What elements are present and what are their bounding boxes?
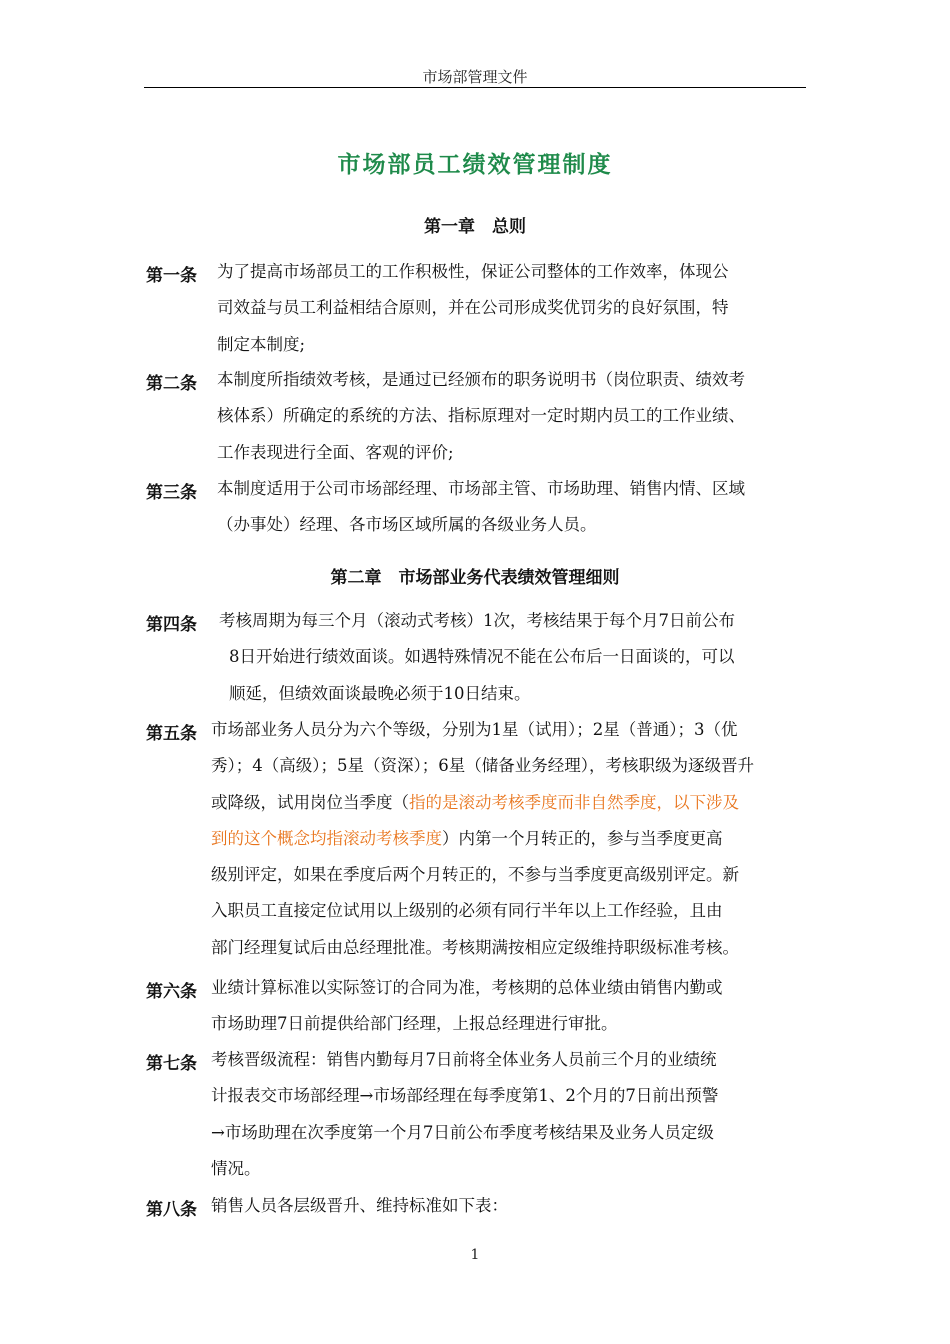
article-line: 制定本制度; bbox=[217, 334, 306, 354]
article-line: 考核晋级流程：销售内勤每月7日前将全体业务人员前三个月的业绩统 bbox=[211, 1050, 717, 1069]
article-line: 考核周期为每三个月（滚动式考核）1次，考核结果于每个月7日前公布 bbox=[219, 611, 735, 630]
document-title: 市场部员工绩效管理制度 bbox=[337, 151, 613, 178]
article-line: 业绩计算标准以实际签订的合同为准，考核期的总体业绩由销售内勤或 bbox=[211, 978, 723, 997]
article-line: 顺延，但绩效面谈最晚必须于10日结束。 bbox=[229, 683, 531, 703]
highlighted-note: 指的是滚动考核季度而非自然季度，以下涉及 bbox=[409, 792, 739, 812]
article-line: 销售人员各层级晋升、维持标准如下表： bbox=[211, 1196, 508, 1215]
article-body bbox=[217, 471, 814, 544]
article-body bbox=[217, 362, 814, 471]
article-line: 为了提高市场部员工的工作积极性，保证公司整体的工作效率，体现公 bbox=[217, 262, 729, 281]
article-text: 或降级，试用岗位当季度（ bbox=[211, 792, 409, 812]
article-text: ）内第一个月转正的，参与当季度更高 bbox=[442, 828, 723, 848]
highlighted-note: 到的这个概念均指滚动考核季度 bbox=[211, 828, 442, 848]
article-line: 入职员工直接定位试用以上级别的必须有同行半年以上工作经验，且由 bbox=[211, 901, 723, 921]
article-label: 第二条 bbox=[146, 374, 197, 394]
page-number: 1 bbox=[470, 1247, 480, 1263]
article-line: 级别评定，如果在季度后两个月转正的，不参与当季度更高级别评定。新 bbox=[211, 865, 739, 885]
article-body bbox=[217, 254, 814, 363]
chapter-heading-1: 第一章 总则 bbox=[424, 217, 526, 237]
article-body bbox=[211, 712, 814, 966]
article-8 bbox=[146, 1188, 814, 1224]
article-label: 第一条 bbox=[146, 266, 197, 286]
article-line: 市场部业务人员分为六个等级，分别为1星（试用）；2星（普通）；3（优 bbox=[211, 720, 738, 739]
header-rule bbox=[144, 87, 806, 88]
article-body bbox=[211, 1188, 814, 1224]
article-line: 本制度适用于公司市场部经理、市场部主管、市场助理、销售内情、区域 bbox=[217, 479, 745, 498]
article-5 bbox=[146, 712, 814, 966]
article-line: （办事处）经理、各市场区域所属的各级业务人员。 bbox=[217, 515, 597, 535]
article-6 bbox=[146, 970, 814, 1043]
article-line: 本制度所指绩效考核，是通过已经颁布的职务说明书（岗位职责、绩效考 bbox=[217, 370, 745, 389]
article-7 bbox=[146, 1042, 814, 1187]
article-label: 第三条 bbox=[146, 483, 197, 503]
article-1 bbox=[146, 254, 814, 363]
article-4 bbox=[146, 603, 814, 712]
article-body bbox=[211, 1042, 814, 1187]
article-label: 第八条 bbox=[146, 1200, 197, 1220]
article-line: 核体系）所确定的系统的方法、指标原理对一定时期内员工的工作业绩、 bbox=[217, 406, 745, 426]
article-body bbox=[219, 603, 814, 712]
article-line: 秀）；4（高级）；5星（资深）；6星（储备业务经理），考核职级为逐级晋升 bbox=[211, 756, 754, 776]
article-line bbox=[211, 821, 814, 857]
article-label: 第四条 bbox=[146, 615, 197, 635]
article-line bbox=[211, 785, 814, 821]
article-line: →市场助理在次季度第一个月7日前公布季度考核结果及业务人员定级 bbox=[211, 1122, 714, 1142]
article-line: 计报表交市场部经理→市场部经理在每季度第1、2个月的7日前出预警 bbox=[211, 1086, 719, 1106]
article-line: 情况。 bbox=[211, 1158, 261, 1178]
article-line: 司效益与员工利益相结合原则，并在公司形成奖优罚劣的良好氛围，特 bbox=[217, 298, 729, 318]
article-label: 第五条 bbox=[146, 724, 197, 744]
page-header: 市场部管理文件 bbox=[422, 68, 528, 86]
article-body bbox=[211, 970, 814, 1043]
article-label: 第七条 bbox=[146, 1054, 197, 1074]
article-line: 市场助理7日前提供给部门经理，上报总经理进行审批。 bbox=[211, 1014, 618, 1034]
article-2 bbox=[146, 362, 814, 471]
article-line: 部门经理复试后由总经理批准。考核期满按相应定级维持职级标准考核。 bbox=[211, 937, 739, 957]
article-line: 8日开始进行绩效面谈。如遇特殊情况不能在公布后一日面谈的，可以 bbox=[229, 647, 735, 667]
chapter-heading-2: 第二章 市场部业务代表绩效管理细则 bbox=[330, 568, 620, 588]
article-label: 第六条 bbox=[146, 982, 197, 1002]
article-3 bbox=[146, 471, 814, 544]
article-line: 工作表现进行全面、客观的评价; bbox=[217, 442, 454, 462]
